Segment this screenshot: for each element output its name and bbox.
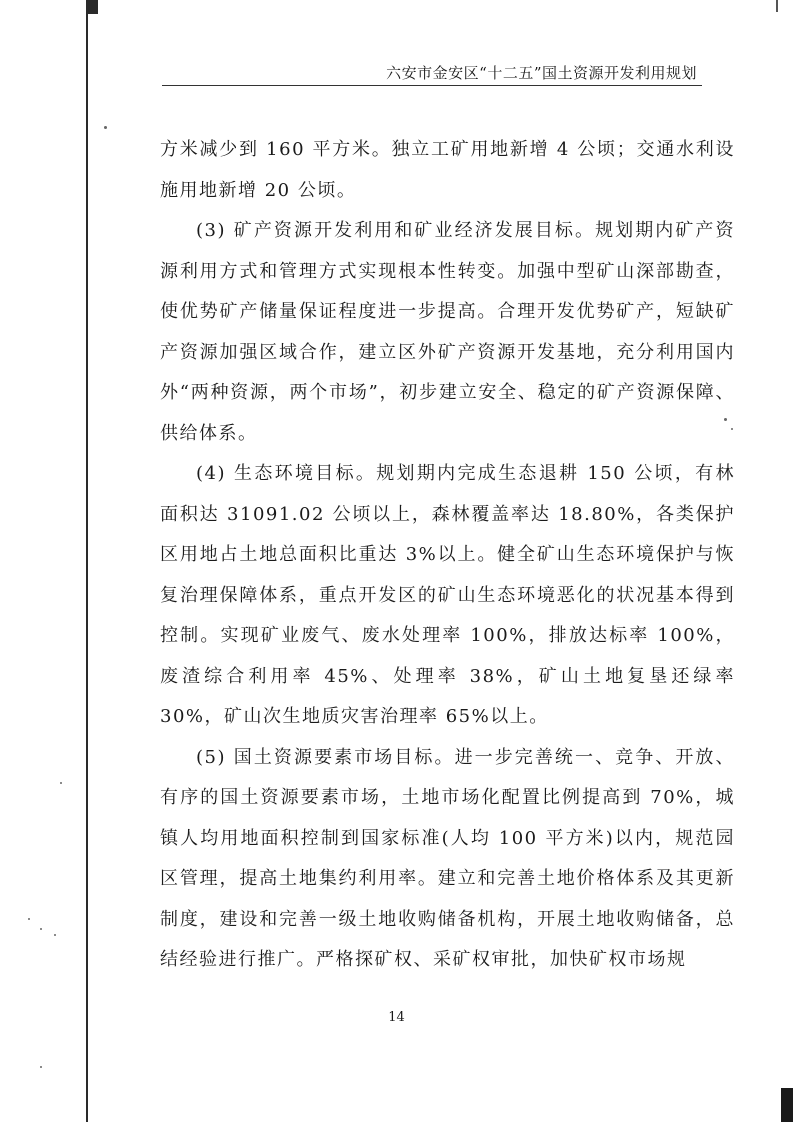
- paragraph-mineral-goal: (3) 矿产资源开发利用和矿业经济发展目标。规划期内矿产资源利用方式和管理方式实现根本性转变。加强中型矿山深部勘查，使优势矿产储量保证程度进一步提高。合理开发优势矿产，短缺矿产资源加强区域合作，建立区外矿产资源开发基地，充分利用国内外“两种资源，两个市场”，初步建立安全、稳定的矿产资源保障、供给体系。: [160, 220, 735, 444]
- header-rule: [162, 85, 702, 86]
- scan-right-edge-bar: [781, 1088, 793, 1122]
- running-header: 六安市金安区“十二五”国土资源开发利用规划: [386, 64, 697, 82]
- scan-top-corner-mark: [86, 0, 98, 14]
- paragraph-ecology-goal: (4) 生态环境目标。规划期内完成生态退耕 150 公顷，有林面积达 31091.02 公顷以上，森林覆盖率达 18.80%，各类保护区用地占土地总面积比重达 3%以上。健全矿山生态环境保护与恢复治理保障体系，重点开发区的矿山生态环境恶化的状况基本得到控制。实现矿业废气、废水处理率 100%，排放达标率 100%，废渣综合利用率 45%、处理率 38%，矿山土地复垦还绿率 30%，矿山次生地质灾害治理率 65%以上。: [160, 463, 735, 727]
- document-body: [160, 130, 735, 981]
- paragraph-market-goal: (5) 国土资源要素市场目标。进一步完善统一、竞争、开放、有序的国土资源要素市场，土地市场化配置比例提高到 70%，城镇人均用地面积控制到国家标准(人均 100 平方米)以内，规范园区管理，提高土地集约利用率。建立和完善土地价格体系及其更新制度，建设和完善一级土地收购储备机构，开展土地收购储备，总结经验进行推广。严格探矿权、采矿权审批，加快矿权市场规: [160, 746, 735, 970]
- page-number: 14: [388, 1010, 405, 1025]
- scan-left-border: [86, 0, 88, 1122]
- paragraph-continuation: 方米减少到 160 平方米。独立工矿用地新增 4 公顷；交通水利设施用地新增 20 公顷。: [160, 139, 735, 201]
- scan-right-tick: [776, 0, 778, 12]
